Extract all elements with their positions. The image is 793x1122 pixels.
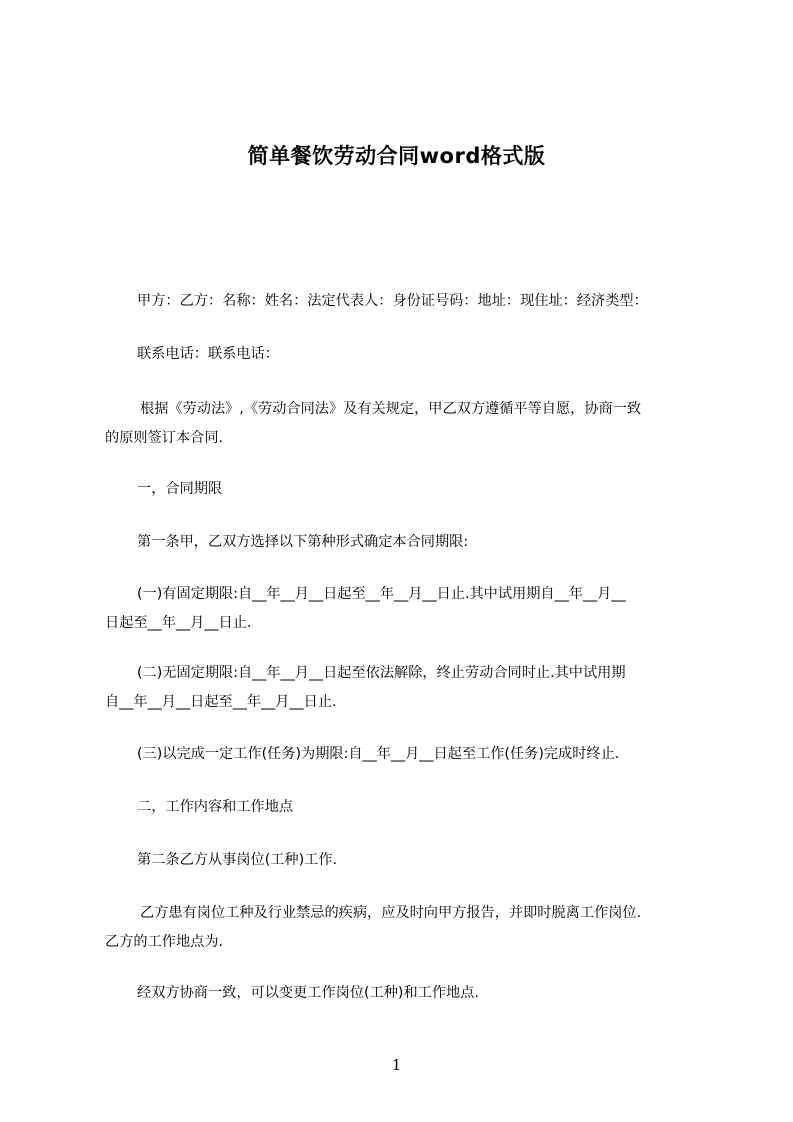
- party-info-line: [105, 287, 705, 316]
- paragraph-line: 二，工作内容和工作地点: [137, 799, 294, 815]
- paragraph-line: 第一条甲，乙双方选择以下第种形式确定本合同期限:: [137, 534, 469, 550]
- fixed-term-option: [105, 580, 705, 638]
- paragraph-line: 的原则签订本合同.: [105, 430, 224, 446]
- section-heading-work-content: [105, 793, 705, 822]
- paragraph-line: (二)无固定期限:自__年__月__日起至依法解除，终止劳动合同时止.其中试用期: [137, 665, 626, 681]
- section-heading-contract-term: [105, 475, 705, 504]
- paragraph-line: (三)以完成一定工作(任务)为期限:自__年__月__日起至工作(任务)完成时终止.: [137, 746, 620, 762]
- article-two: [105, 846, 705, 875]
- paragraph-line: 自__年__月__日起至__年__月__日止.: [105, 694, 337, 710]
- preamble-paragraph: [105, 395, 705, 453]
- paragraph-line: (一)有固定期限:自__年__月__日起至__年__月__日止.其中试用期自__年__月__: [137, 586, 626, 602]
- paragraph-line: 乙方患有岗位工种及行业禁忌的疾病，应及时向甲方报告，并即时脱离工作岗位.: [140, 905, 642, 921]
- paragraph-line: 第二条乙方从事岗位(工种)工作.: [137, 852, 338, 868]
- paragraph-line: 一，合同期限: [137, 481, 223, 497]
- paragraph-line: 乙方的工作地点为.: [105, 934, 224, 950]
- paragraph-line: 联系电话：联系电话：: [137, 346, 279, 362]
- article-one: [105, 528, 705, 557]
- paragraph-line: 经双方协商一致，可以变更工作岗位(工种)和工作地点.: [137, 985, 479, 1001]
- job-change-paragraph: [105, 979, 705, 1008]
- paragraph-line: 日起至__年__月__日止.: [105, 615, 252, 631]
- document-title: 简单餐饮劳动合同word格式版: [247, 144, 546, 168]
- paragraph-line: 根据《劳动法》,《劳动合同法》及有关规定，甲乙双方遵循平等自愿，协商一致: [140, 401, 642, 417]
- task-term-option: [105, 740, 705, 769]
- health-disclosure-paragraph: [105, 899, 705, 957]
- paragraph-line: 甲方：乙方：名称：姓名：法定代表人：身份证号码：地址：现住址：经济类型：: [137, 293, 648, 309]
- page-number: 1: [391, 1056, 402, 1074]
- open-term-option: [105, 659, 705, 717]
- contact-phone-line: [105, 340, 705, 369]
